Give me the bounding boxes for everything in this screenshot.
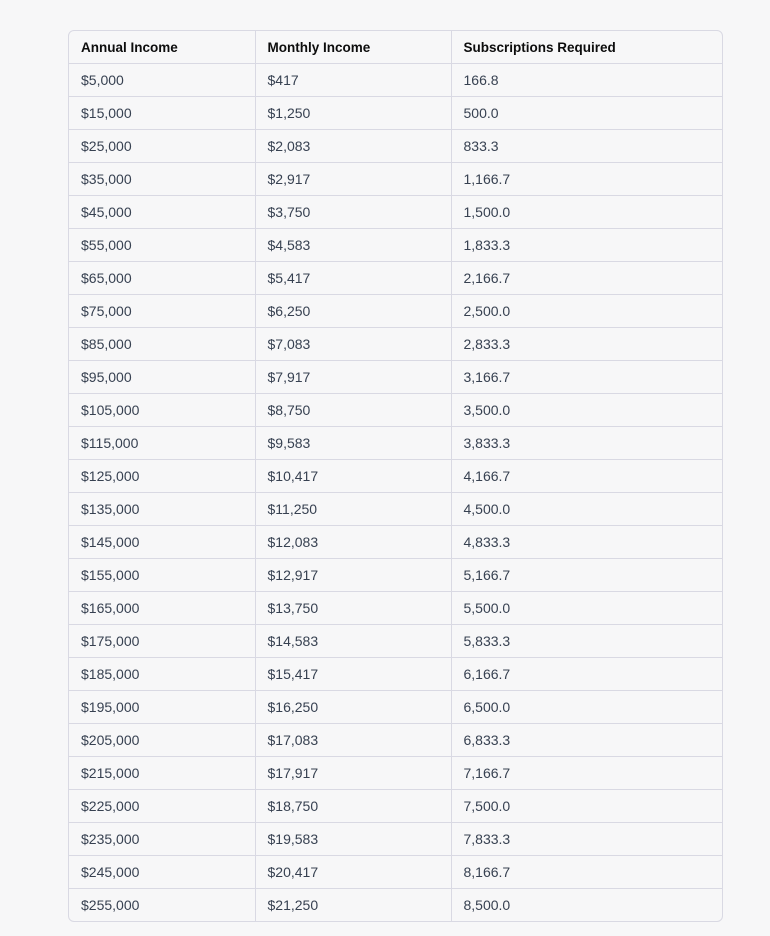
cell-monthly-income: $19,583	[255, 823, 451, 856]
table-row	[69, 889, 722, 922]
cell-monthly-income: $1,250	[255, 97, 451, 130]
cell-subscriptions-required: 1,166.7	[451, 163, 722, 196]
cell-monthly-income: $6,250	[255, 295, 451, 328]
income-table	[69, 31, 722, 921]
table-row	[69, 658, 722, 691]
cell-annual-income: $255,000	[69, 889, 255, 922]
cell-annual-income: $135,000	[69, 493, 255, 526]
table-row	[69, 460, 722, 493]
cell-annual-income: $155,000	[69, 559, 255, 592]
cell-monthly-income: $8,750	[255, 394, 451, 427]
table-row	[69, 856, 722, 889]
cell-monthly-income: $13,750	[255, 592, 451, 625]
cell-subscriptions-required: 5,166.7	[451, 559, 722, 592]
cell-subscriptions-required: 5,500.0	[451, 592, 722, 625]
cell-subscriptions-required: 833.3	[451, 130, 722, 163]
cell-annual-income: $55,000	[69, 229, 255, 262]
table-header-row	[69, 31, 722, 64]
cell-monthly-income: $9,583	[255, 427, 451, 460]
cell-monthly-income: $417	[255, 64, 451, 97]
table-row	[69, 295, 722, 328]
cell-subscriptions-required: 7,500.0	[451, 790, 722, 823]
cell-monthly-income: $2,083	[255, 130, 451, 163]
cell-subscriptions-required: 2,833.3	[451, 328, 722, 361]
cell-annual-income: $225,000	[69, 790, 255, 823]
cell-subscriptions-required: 3,500.0	[451, 394, 722, 427]
table-row	[69, 757, 722, 790]
cell-monthly-income: $4,583	[255, 229, 451, 262]
table-row	[69, 691, 722, 724]
cell-annual-income: $165,000	[69, 592, 255, 625]
table-row	[69, 724, 722, 757]
cell-monthly-income: $15,417	[255, 658, 451, 691]
table-row	[69, 394, 722, 427]
cell-subscriptions-required: 4,833.3	[451, 526, 722, 559]
cell-subscriptions-required: 3,166.7	[451, 361, 722, 394]
cell-annual-income: $145,000	[69, 526, 255, 559]
table-row	[69, 625, 722, 658]
cell-monthly-income: $7,917	[255, 361, 451, 394]
cell-annual-income: $45,000	[69, 196, 255, 229]
cell-subscriptions-required: 8,500.0	[463, 897, 511, 913]
cell-annual-income: $195,000	[69, 691, 255, 724]
header-annual-income: Annual Income	[69, 31, 255, 64]
cell-annual-income: $95,000	[69, 361, 255, 394]
cell-monthly-income: $17,083	[255, 724, 451, 757]
cell-monthly-income: $7,083	[255, 328, 451, 361]
cell-subscriptions-required: 4,500.0	[451, 493, 722, 526]
cell-monthly-income: $16,250	[255, 691, 451, 724]
cell-monthly-income: $12,917	[255, 559, 451, 592]
cell-annual-income: $125,000	[69, 460, 255, 493]
cell-annual-income: $15,000	[69, 97, 255, 130]
cell-annual-income: $65,000	[69, 262, 255, 295]
cell-annual-income: $185,000	[69, 658, 255, 691]
table-row	[69, 229, 722, 262]
cell-subscriptions-required: 6,833.3	[451, 724, 722, 757]
cell-monthly-income: $5,417	[255, 262, 451, 295]
cell-subscriptions-required: 7,166.7	[451, 757, 722, 790]
cell-subscriptions-required: 3,833.3	[451, 427, 722, 460]
table-row	[69, 64, 722, 97]
cell-monthly-income: $10,417	[255, 460, 451, 493]
cell-annual-income: $245,000	[69, 856, 255, 889]
cell-subscriptions-required: 2,500.0	[451, 295, 722, 328]
table-row	[69, 427, 722, 460]
cell-monthly-income: $12,083	[255, 526, 451, 559]
table-row	[69, 196, 722, 229]
table-row	[69, 592, 722, 625]
cell-subscriptions-required: 2,166.7	[451, 262, 722, 295]
table-row	[69, 262, 722, 295]
table-row	[69, 130, 722, 163]
cell-annual-income: $25,000	[69, 130, 255, 163]
cell-annual-income: $175,000	[69, 625, 255, 658]
cell-subscriptions-required: 166.8	[451, 64, 722, 97]
cell-monthly-income: $17,917	[255, 757, 451, 790]
cell-monthly-income: $11,250	[255, 493, 451, 526]
table-body	[69, 64, 722, 922]
income-table-container	[68, 30, 723, 922]
cell-subscriptions-required: 500.0	[451, 97, 722, 130]
cell-subscriptions-required: 1,500.0	[451, 196, 722, 229]
cell-subscriptions-required: 6,500.0	[451, 691, 722, 724]
table-row	[69, 163, 722, 196]
header-monthly-income: Monthly Income	[255, 31, 451, 64]
table-row	[69, 526, 722, 559]
cell-annual-income: $105,000	[69, 394, 255, 427]
table-row	[69, 823, 722, 856]
cell-monthly-income: $20,417	[255, 856, 451, 889]
header-subscriptions-required: Subscriptions Required	[451, 31, 722, 64]
table-row	[69, 328, 722, 361]
cell-monthly-income: $14,583	[255, 625, 451, 658]
cell-subscriptions-required: 5,833.3	[451, 625, 722, 658]
cell-monthly-income: $3,750	[255, 196, 451, 229]
table-row	[69, 493, 722, 526]
cell-subscriptions-required: 7,833.3	[451, 823, 722, 856]
cell-annual-income: $5,000	[69, 64, 255, 97]
cell-annual-income: $205,000	[69, 724, 255, 757]
cell-monthly-income: $18,750	[255, 790, 451, 823]
cell-annual-income: $115,000	[69, 427, 255, 460]
cell-subscriptions-required: 1,833.3	[451, 229, 722, 262]
cell-monthly-income: $21,250	[255, 889, 451, 922]
table-row	[69, 361, 722, 394]
cell-subscriptions-required: 4,166.7	[451, 460, 722, 493]
table-row	[69, 559, 722, 592]
cell-annual-income: $215,000	[69, 757, 255, 790]
cell-subscriptions-required: 8,166.7	[451, 856, 722, 889]
cell-subscriptions-required: 6,166.7	[451, 658, 722, 691]
table-row	[69, 97, 722, 130]
table-row	[69, 790, 722, 823]
cell-annual-income: $35,000	[69, 163, 255, 196]
cell-monthly-income: $2,917	[255, 163, 451, 196]
cell-annual-income: $75,000	[69, 295, 255, 328]
cell-annual-income: $235,000	[69, 823, 255, 856]
cell-annual-income: $85,000	[69, 328, 255, 361]
